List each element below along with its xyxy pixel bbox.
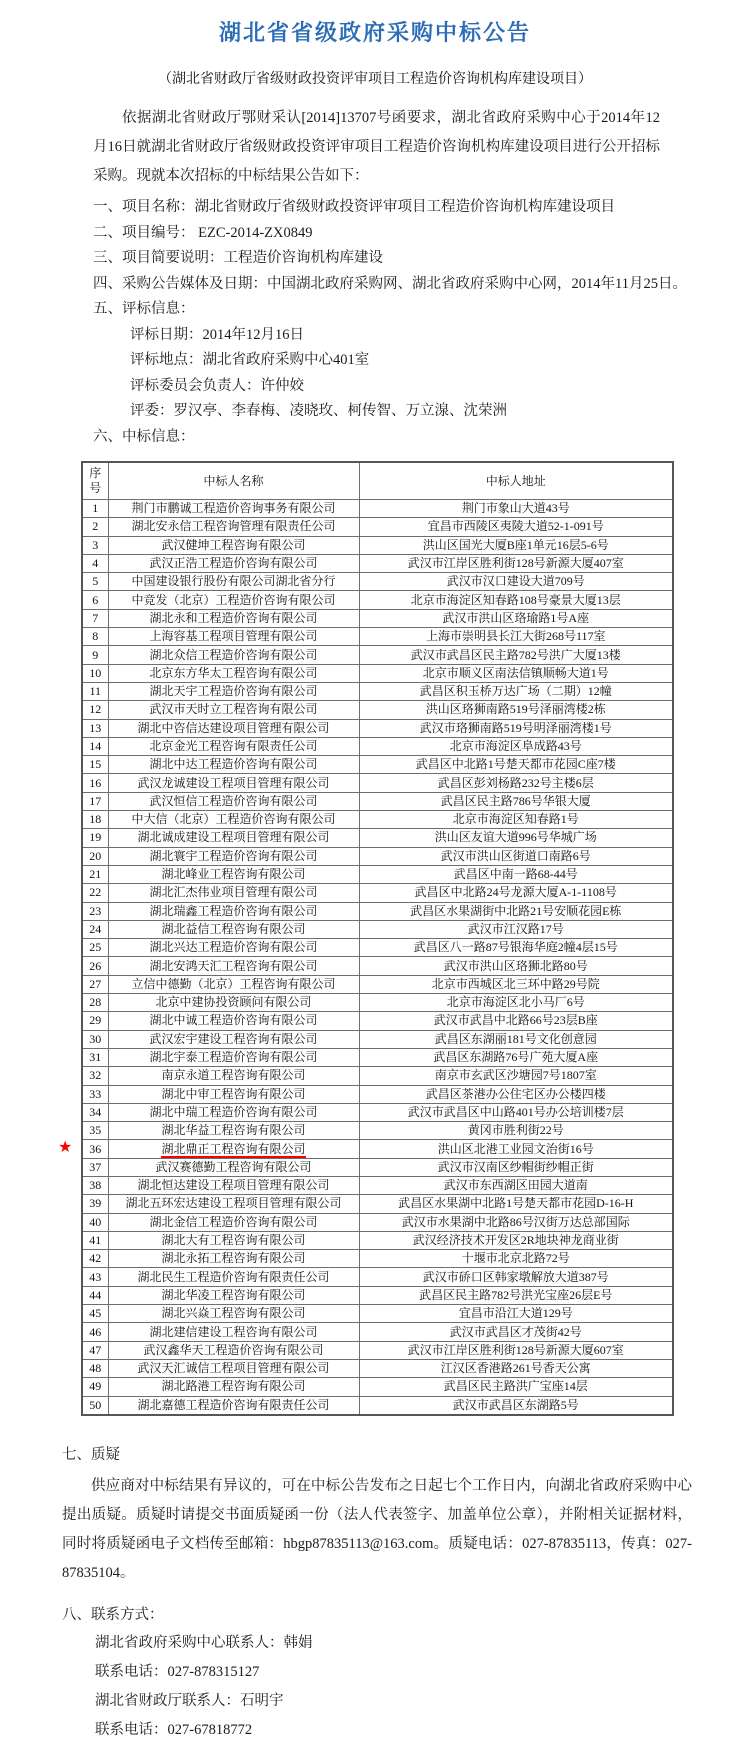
winner-address: 北京市西城区北三环中路29号院 [359,975,673,993]
winner-address: 武汉市江汉路17号 [359,920,673,938]
page-title: 湖北省省级政府采购中标公告 [218,20,531,45]
winner-seq: 47 [82,1341,108,1359]
winner-name: 南京永道工程咨询有限公司 [108,1067,359,1085]
table-row [82,1213,673,1231]
table-row [82,920,673,938]
table-row [82,1158,673,1176]
winner-name: 立信中德勤（北京）工程咨询有限公司 [108,975,359,993]
winner-seq: 32 [82,1067,108,1085]
winner-name: 中竞发（北京）工程造价咨询有限公司 [108,591,359,609]
winner-seq: 10 [82,664,108,682]
table-row [82,1012,673,1030]
table-row [82,847,673,865]
section-eval-info: 五、评标信息： [93,301,195,317]
winner-name: 湖北中咨信达建设项目管理有限公司 [108,719,359,737]
winner-name: 武汉天汇诚信工程项目管理有限公司 [108,1359,359,1377]
eval-chief: 评标委员会负责人：许仲姣 [130,377,304,394]
winner-address: 十堰市北京北路72号 [359,1250,673,1268]
section-project-name: 一、项目名称：湖北省财政厅省级财政投资评审项目工程造价咨询机构库建设项目 [93,199,615,215]
table-row [82,1103,673,1121]
winner-name: 湖北中瑞工程造价咨询有限公司 [108,1103,359,1121]
winner-seq: 41 [82,1231,108,1249]
winner-seq: 44 [82,1286,108,1304]
winner-seq: 6 [82,591,108,609]
winner-seq: 46 [82,1323,108,1341]
winner-name: 湖北民生工程造价咨询有限责任公司 [108,1268,359,1286]
winner-name: 湖北中达工程造价咨询有限公司 [108,756,359,774]
winner-seq: 19 [82,829,108,847]
winner-seq: 3 [82,536,108,554]
winner-seq: 14 [82,737,108,755]
winner-name: 湖北永和工程造价咨询有限公司 [108,609,359,627]
winner-address: 武汉市武昌中北路66号23层B座 [359,1012,673,1030]
winner-address: 北京市顺义区南法信镇顺畅大道1号 [359,664,673,682]
winner-seq: 25 [82,939,108,957]
winner-seq: 4 [82,554,108,572]
winner-address: 武汉市洪山区珞瑜路1号A座 [359,609,673,627]
winner-name: 湖北安永信工程咨询管理有限责任公司 [108,518,359,536]
table-row [82,957,673,975]
winner-name: 湖北嘉德工程造价咨询有限责任公司 [108,1396,359,1415]
winner-address: 武汉市硚口区韩家墩解放大道387号 [359,1268,673,1286]
winner-address: 武昌区中北路24号龙源大厦A-1-1108号 [359,884,673,902]
table-row [82,756,673,774]
winner-address: 洪山区珞狮南路519号泽丽湾楼2栋 [359,701,673,719]
winner-seq: 22 [82,884,108,902]
winner-seq: 11 [82,682,108,700]
winner-name: 湖北兴焱工程咨询有限公司 [108,1305,359,1323]
table-row [82,829,673,847]
winner-name: 上海容基工程项目管理有限公司 [108,628,359,646]
winner-address: 北京市海淀区北小马厂6号 [359,994,673,1012]
table-row [82,1122,673,1140]
winner-address: 武汉市水果湖中北路86号汉街万达总部国际 [359,1213,673,1231]
winner-seq: 2 [82,518,108,536]
winner-name: 湖北建信建设工程咨询有限公司 [108,1323,359,1341]
winner-seq: 9 [82,646,108,664]
winner-name: 湖北华凌工程咨询有限公司 [108,1286,359,1304]
table-row [82,939,673,957]
table-row [82,865,673,883]
winner-name: 湖北瑞鑫工程造价咨询有限公司 [108,902,359,920]
winner-name: 湖北华益工程咨询有限公司 [108,1122,359,1140]
winner-name: 荆门市鹏诚工程造价咨询事务有限公司 [108,500,359,518]
winner-name: 湖北天宇工程造价咨询有限公司 [108,682,359,700]
winner-name: 湖北五环宏达建设工程项目管理有限公司 [108,1195,359,1213]
winner-address: 洪山区国光大厦B座1单元16层5-6号 [359,536,673,554]
table-row [82,719,673,737]
page-subtitle: （湖北省财政厅省级财政投资评审项目工程造价咨询机构库建设项目） [158,72,592,87]
table-row [82,902,673,920]
eval-date: 评标日期：2014年12月16日 [130,326,304,343]
contact-center-person: 湖北省政府采购中心联系人：韩娟 [95,1635,313,1652]
winner-address: 荆门市象山大道43号 [359,500,673,518]
winner-seq: 23 [82,902,108,920]
winner-seq: 50 [82,1396,108,1415]
winner-seq: 24 [82,920,108,938]
winner-seq: 21 [82,865,108,883]
table-row [82,1030,673,1048]
table-row [82,737,673,755]
winner-name: 湖北众信工程造价咨询有限公司 [108,646,359,664]
winner-address: 武昌区东湖路76号广苑大厦A座 [359,1048,673,1066]
contact-dept-phone: 联系电话：027-67818772 [95,1722,253,1739]
winner-seq: 8 [82,628,108,646]
winner-address: 武汉市东西湖区田园大道南 [359,1176,673,1194]
winner-seq: 1 [82,500,108,518]
eval-committee: 评委：罗汉亭、李春梅、凌晓玫、柯传智、万立湶、沈荣洲 [130,403,507,419]
table-row [82,646,673,664]
winner-name: 湖北金信工程造价咨询有限公司 [108,1213,359,1231]
table-row [82,811,673,829]
table-row [82,573,673,591]
table-header-row [82,462,673,500]
table-header-address: 中标人地址 [359,462,673,500]
section-announce-media: 四、采购公告媒体及日期：中国湖北政府采购网、湖北省政府采购中心网，2014年11月25日。 [93,275,687,292]
winner-name: 湖北大有工程咨询有限公司 [108,1231,359,1249]
winner-seq: 30 [82,1030,108,1048]
winner-address: 武昌区民主路786号华银大厦 [359,792,673,810]
winner-address: 北京市海淀区知春路1号 [359,811,673,829]
table-row [82,1268,673,1286]
winner-seq: 38 [82,1176,108,1194]
winner-address: 武昌区中南一路68-44号 [359,865,673,883]
winner-address: 武昌区水果湖街中北路21号安顺花园E栋 [359,902,673,920]
table-row [82,591,673,609]
winner-seq: 36 [82,1140,108,1158]
table-row [82,774,673,792]
winner-seq: 37 [82,1158,108,1176]
winner-seq: 12 [82,701,108,719]
winner-name: 湖北峰业工程咨询有限公司 [108,865,359,883]
table-row [82,1359,673,1377]
table-row [82,1195,673,1213]
table-row [82,1085,673,1103]
table-row [82,500,673,518]
winner-seq: 5 [82,573,108,591]
winner-seq: 39 [82,1195,108,1213]
winner-name: 湖北路港工程咨询有限公司 [108,1378,359,1396]
winner-address: 黄冈市胜利街22号 [359,1122,673,1140]
winner-name: 北京东方华太工程咨询有限公司 [108,664,359,682]
winner-name: 中大信（北京）工程造价咨询有限公司 [108,811,359,829]
winner-name: 湖北永拓工程咨询有限公司 [108,1250,359,1268]
winner-address: 宜昌市沿江大道129号 [359,1305,673,1323]
winner-seq: 7 [82,609,108,627]
table-header-name: 中标人名称 [108,462,359,500]
winner-seq: 31 [82,1048,108,1066]
table-row [82,1176,673,1194]
table-row [82,628,673,646]
winner-name: 武汉恒信工程造价咨询有限公司 [108,792,359,810]
winner-address: 武汉市江岸区胜利街128号新源大厦607室 [359,1341,673,1359]
highlight-star-icon: ★ [58,1139,73,1156]
winner-address: 武昌区彭刘杨路232号主楼6层 [359,774,673,792]
winner-name: 湖北益信工程咨询有限公司 [108,920,359,938]
table-row [82,609,673,627]
winner-name: 湖北鼎正工程咨询有限公司 [108,1140,359,1158]
winner-address: 北京市海淀区知春路108号豪景大厦13层 [359,591,673,609]
winner-address: 武昌区民主路782号洪光宝座26层E号 [359,1286,673,1304]
table-row [82,701,673,719]
winner-seq: 18 [82,811,108,829]
winner-name: 武汉健坤工程咨询有限公司 [108,536,359,554]
winner-seq: 26 [82,957,108,975]
winner-name: 湖北寰宇工程造价咨询有限公司 [108,847,359,865]
winner-seq: 40 [82,1213,108,1231]
winner-name: 武汉正浩工程造价咨询有限公司 [108,554,359,572]
section-contact-heading: 八、联系方式： [62,1607,164,1624]
table-row [82,536,673,554]
winner-seq: 29 [82,1012,108,1030]
table-row [82,1396,673,1415]
winner-address: 洪山区友谊大道996号华城广场 [359,829,673,847]
winner-seq: 16 [82,774,108,792]
table-row [82,664,673,682]
table-row [82,1341,673,1359]
winner-seq: 15 [82,756,108,774]
winner-address: 武汉市汉口建设大道709号 [359,573,673,591]
table-row [82,518,673,536]
table-row [82,1048,673,1066]
winner-name: 湖北兴达工程造价咨询有限公司 [108,939,359,957]
winner-name: 武汉宏宇建设工程咨询有限公司 [108,1030,359,1048]
winner-name: 湖北汇杰伟业项目管理有限公司 [108,884,359,902]
winners-table-wrap [58,461,672,1416]
section-list [93,195,710,450]
winner-seq: 49 [82,1378,108,1396]
winner-name: 湖北中诚工程造价咨询有限公司 [108,1012,359,1030]
table-row [82,1250,673,1268]
winner-name: 北京中建协投资顾问有限公司 [108,994,359,1012]
table-row [82,1231,673,1249]
winner-seq: 43 [82,1268,108,1286]
table-row [82,1323,673,1341]
contact-center-phone: 联系电话：027-878315127 [95,1664,260,1681]
winner-address: 武昌区民主路洪广宝座14层 [359,1378,673,1396]
table-row [82,1286,673,1304]
winner-address: 武汉市武昌区东湖路5号 [359,1396,673,1415]
section-challenge-heading: 七、质疑 [62,1446,120,1463]
winner-name: 湖北宇泰工程造价咨询有限公司 [108,1048,359,1066]
winner-seq: 34 [82,1103,108,1121]
winner-name: 武汉市天时立工程咨询有限公司 [108,701,359,719]
winner-address: 武汉市江岸区胜利街128号新源大厦407室 [359,554,673,572]
section-project-number: 二、项目编号： EZC-2014-ZX0849 [93,224,313,241]
table-row [82,975,673,993]
winner-name: 湖北安鸿天汇工程咨询有限公司 [108,957,359,975]
winner-address: 武汉市武昌区民主路782号洪广大厦13楼 [359,646,673,664]
winner-seq: 27 [82,975,108,993]
winner-address: 武汉市洪山区街道口南路6号 [359,847,673,865]
winner-address: 武汉市珞狮南路519号明泽丽湾楼1号 [359,719,673,737]
winner-name: 湖北恒达建设工程项目管理有限公司 [108,1176,359,1194]
winner-name: 武汉鑫华天工程造价咨询有限公司 [108,1341,359,1359]
winner-address: 宜昌市西陵区夷陵大道52-1-091号 [359,518,673,536]
section-project-desc: 三、项目简要说明：工程造价咨询机构库建设 [93,250,383,266]
winner-name: 中国建设银行股份有限公司湖北省分行 [108,573,359,591]
winner-address: 武汉市汉南区纱帽街纱帽正街 [359,1158,673,1176]
table-row [82,1067,673,1085]
winner-address: 江汉区香港路261号香天公寓 [359,1359,673,1377]
winner-address: 武汉经济技术开发区2R地块神龙商业街 [359,1231,673,1249]
table-row [82,554,673,572]
winner-address: 洪山区北港工业园文治街16号 [359,1140,673,1158]
winner-seq: 45 [82,1305,108,1323]
winner-name: 武汉龙诚建设工程项目管理有限公司 [108,774,359,792]
winner-address: 武汉市洪山区珞狮北路80号 [359,957,673,975]
winner-address: 南京市玄武区沙塘园7号1807室 [359,1067,673,1085]
table-row [82,1378,673,1396]
winner-address: 武昌区中北路1号楚天都市花园C座7楼 [359,756,673,774]
table-row [82,994,673,1012]
winner-seq: 48 [82,1359,108,1377]
winner-address: 北京市海淀区阜成路43号 [359,737,673,755]
intro-paragraph: 依据湖北省财政厅鄂财采认[2014]13707号函要求，湖北省政府采购中心于2014年12月16日就湖北省财政厅省级财政投资评审项目工程造价咨询机构库建设项目进行公开招标采购。现就本次招标的中标结果公告如下： [93,110,660,184]
winner-address: 武昌区八一路87号银海华庭2幢4层15号 [359,939,673,957]
winner-seq: 33 [82,1085,108,1103]
eval-location: 评标地点：湖北省政府采购中心401室 [130,352,370,368]
winner-address: 武昌区茶港办公住宅区办公楼四楼 [359,1085,673,1103]
table-header-seq: 序号 [82,462,108,500]
winner-seq: 28 [82,994,108,1012]
table-row [82,792,673,810]
winner-seq: 20 [82,847,108,865]
winners-table [81,461,674,1416]
winner-name: 武汉赛德勤工程咨询有限公司 [108,1158,359,1176]
bottom-sections [62,1442,692,1745]
section-award-info: 六、中标信息： [93,428,195,445]
winner-name: 北京金光工程咨询有限责任公司 [108,737,359,755]
winner-name: 湖北中审工程咨询有限公司 [108,1085,359,1103]
winner-seq: 35 [82,1122,108,1140]
table-row [82,884,673,902]
winner-name: 湖北诚成建设工程项目管理有限公司 [108,829,359,847]
winner-address: 武昌区东湖丽181号文化创意园 [359,1030,673,1048]
winner-address: 武昌区水果湖中北路1号楚天都市花园D-16-H [359,1195,673,1213]
winner-address: 武汉市武昌区中山路401号办公培训楼7层 [359,1103,673,1121]
winner-address: 武昌区积玉桥万达广场（二期）12幢 [359,682,673,700]
winner-address: 武汉市武昌区才茂街42号 [359,1323,673,1341]
winner-seq: 42 [82,1250,108,1268]
table-row [82,1140,673,1158]
winner-address: 上海市崇明县长江大街268号117室 [359,628,673,646]
table-row [82,682,673,700]
challenge-paragraph: 供应商对中标结果有异议的，可在中标公告发布之日起七个工作日内，向湖北省政府采购中心提出质疑。质疑时请提交书面质疑函一份（法人代表签字、加盖单位公章），并附相关证据材料，同时将质疑函电子文档传至邮箱：hbgp87835113@163.com。质疑电话：027-87835113，传真：027-87835104。 [62,1477,692,1581]
contact-dept-person: 湖北省财政厅联系人：石明宇 [95,1693,284,1710]
table-row [82,1305,673,1323]
winner-seq: 13 [82,719,108,737]
winner-seq: 17 [82,792,108,810]
